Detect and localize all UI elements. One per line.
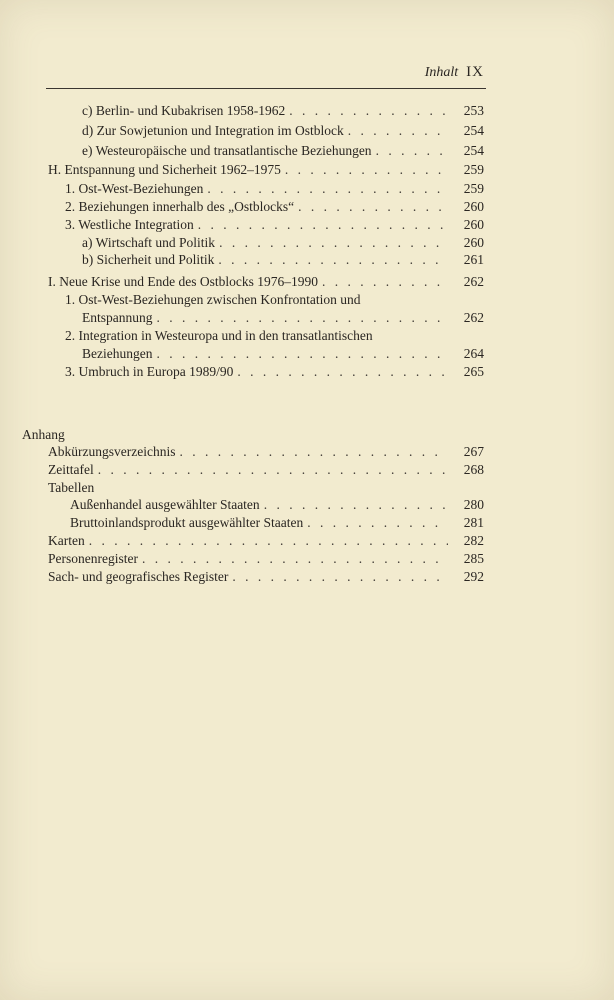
toc-entry[interactable]: b) Sicherheit und Politik . . . 261 — [82, 252, 484, 270]
toc-entry[interactable]: d) Zur Sowjetunion und Integration im Ostblock . . . 254 — [82, 123, 484, 141]
toc-entry[interactable]: 1. Ost-West-Beziehungen . . . 259 — [65, 181, 484, 199]
toc-entry-line: 1. Ost-West-Beziehungen zwischen Konfrontation und — [65, 292, 361, 307]
appendix-entry[interactable]: Personenregister . . . 285 — [48, 551, 484, 569]
toc-entry[interactable]: 2. Beziehungen innerhalb des „Ostblocks“ . . . 260 — [65, 199, 484, 217]
appendix-entry[interactable]: Abkürzungsverzeichnis . . . 267 — [48, 444, 484, 462]
page-number: IX — [466, 64, 484, 80]
section-title: Inhalt — [424, 65, 459, 80]
appendix-entry[interactable]: Karten . . . 282 — [48, 533, 484, 551]
toc-entry[interactable]: Entspannung . . . 262 — [82, 310, 484, 328]
toc-chapter[interactable]: I. Neue Krise und Ende des Ostblocks 1976–1990 . . . 262 — [48, 274, 484, 292]
toc-entry[interactable]: e) Westeuropäische und transatlantische Beziehungen . . . 254 — [82, 143, 484, 161]
header-rule — [46, 88, 486, 89]
toc-entry[interactable]: c) Berlin- und Kubakrisen 1958-1962 . . . 253 — [82, 103, 484, 121]
toc-entry-line: 2. Integration in Westeuropa und in den transatlantischen — [65, 328, 373, 343]
appendix-heading: Anhang — [22, 427, 65, 442]
running-header — [425, 64, 484, 81]
toc-entry[interactable]: a) Wirtschaft und Politik . . . 260 — [82, 235, 484, 253]
appendix-subheading: Tabellen — [48, 480, 95, 495]
toc-entry[interactable]: 3. Umbruch in Europa 1989/90 . . . 265 — [65, 364, 484, 382]
appendix-entry[interactable]: Sach- und geografisches Register . . . 292 — [48, 569, 484, 587]
toc-entry[interactable]: 3. Westliche Integration . . . 260 — [65, 217, 484, 235]
toc-chapter[interactable]: H. Entspannung und Sicherheit 1962–1975 . . . 259 — [48, 162, 484, 180]
appendix-entry[interactable]: Zeittafel . . . 268 — [48, 462, 484, 480]
appendix-entry[interactable]: Außenhandel ausgewählter Staaten . . . 280 — [70, 497, 484, 515]
appendix-entry[interactable]: Bruttoinlandsprodukt ausgewählter Staaten . . . 281 — [70, 515, 484, 533]
toc-entry[interactable]: Beziehungen . . . 264 — [82, 346, 484, 364]
